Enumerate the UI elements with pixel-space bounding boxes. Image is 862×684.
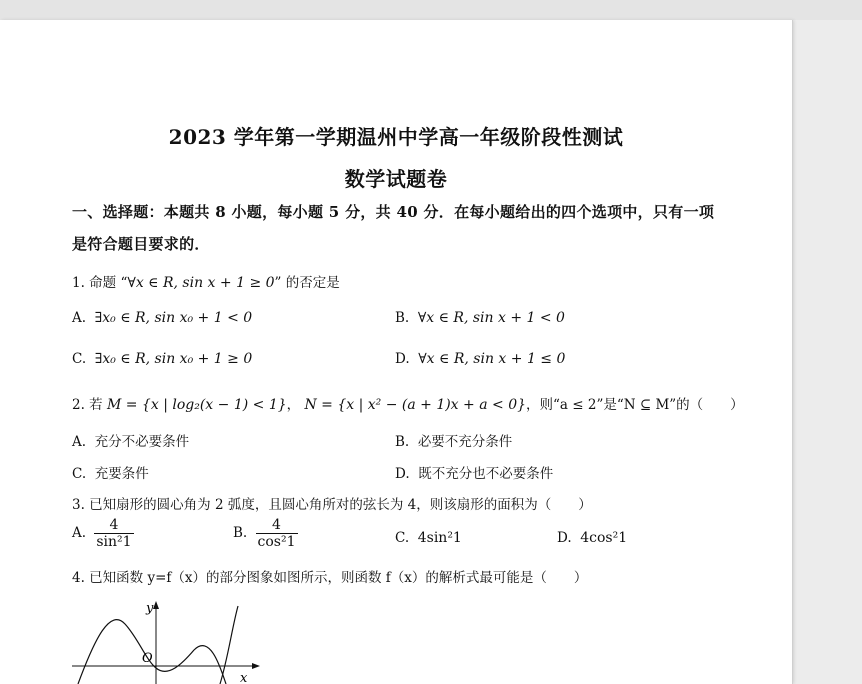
question-2 xyxy=(72,393,744,413)
fraction xyxy=(94,517,133,550)
x-axis-arrow xyxy=(252,663,260,669)
section-heading-line2: 是符合题目要求的． xyxy=(72,235,210,253)
fraction xyxy=(256,517,298,550)
option-label: D. xyxy=(395,351,410,367)
origin-label: O xyxy=(142,651,153,666)
option-label: A. xyxy=(72,434,87,450)
option-expression: ∃x₀ ∈ R, sin x₀ + 1 ≥ 0 xyxy=(94,351,253,367)
y-axis-arrow xyxy=(153,601,159,609)
question-1-tail: ” 的否定是 xyxy=(274,275,340,291)
viewer-background-gutter xyxy=(793,20,862,684)
option-label: C. xyxy=(72,466,87,482)
option-text: 必要不充分条件 xyxy=(417,434,513,450)
function-curve-right-branch xyxy=(220,606,238,684)
option-text: 既不充分也不必要条件 xyxy=(418,466,554,482)
question-1-proposition: ∀x ∈ R, sin x + 1 ≥ 0 xyxy=(127,275,275,291)
q1-option-a xyxy=(72,310,252,326)
q2-option-b xyxy=(395,430,512,450)
y-axis-label: y xyxy=(146,601,154,616)
option-expression: ∃x₀ ∈ R, sin x₀ + 1 < 0 xyxy=(94,310,253,326)
question-2-set-m: M = {x | log₂(x − 1) < 1} xyxy=(106,397,287,413)
option-label: D. xyxy=(395,466,410,482)
option-text: 充分不必要条件 xyxy=(94,434,190,450)
question-2-number: 2. 若 xyxy=(72,397,103,413)
q1-option-d xyxy=(395,351,565,367)
q3-option-a xyxy=(72,517,138,550)
fraction-numerator: 4 xyxy=(109,517,119,533)
page-subtitle: 数学试题卷 xyxy=(344,167,448,191)
option-expression: 4sin²1 xyxy=(417,530,462,546)
q1-option-b xyxy=(395,310,565,326)
option-label: A. xyxy=(72,525,87,541)
document-page xyxy=(0,20,792,684)
fraction-denominator: cos²1 xyxy=(257,534,296,550)
option-expression: ∀x ∈ R, sin x + 1 ≤ 0 xyxy=(418,351,566,367)
option-label: B. xyxy=(233,525,248,541)
option-label: B. xyxy=(395,310,410,326)
section-heading-line1: 一、选择题：本题共 8 小题，每小题 5 分，共 40 分．在每小题给出的四个选项中，只有一项 xyxy=(72,203,715,221)
option-label: A. xyxy=(72,310,87,326)
option-label: C. xyxy=(72,351,87,367)
x-axis-label: x xyxy=(240,671,248,684)
question-2-separator: ， xyxy=(286,397,301,413)
option-expression: ∀x ∈ R, sin x + 1 < 0 xyxy=(417,310,565,326)
option-expression: 4cos²1 xyxy=(580,530,628,546)
q3-option-b xyxy=(233,517,302,550)
question-4: 4. 已知函数 y=f（x）的部分图象如图所示，则函数 f（x）的解析式最可能是（ ） xyxy=(72,570,588,586)
q3-option-d xyxy=(557,530,627,546)
q2-option-a xyxy=(72,430,189,450)
fraction-denominator: sin²1 xyxy=(96,534,132,550)
question-1 xyxy=(72,271,340,291)
q2-option-c xyxy=(72,462,149,482)
question-3: 3. 已知扇形的圆心角为 2 弧度，且圆心角所对的弦长为 4，则该扇形的面积为（ ） xyxy=(72,497,592,513)
q1-option-c xyxy=(72,351,252,367)
q3-option-c xyxy=(395,530,462,546)
function-graph xyxy=(70,598,260,684)
option-label: B. xyxy=(395,434,410,450)
question-2-set-n: N = {x | x² − (a + 1)x + a < 0} xyxy=(304,397,527,413)
option-text: 充要条件 xyxy=(94,466,149,482)
fraction-numerator: 4 xyxy=(272,517,281,533)
option-label: D. xyxy=(557,530,572,546)
question-1-number: 1. 命题 “ xyxy=(72,275,128,291)
option-label: C. xyxy=(395,530,410,546)
q2-option-d xyxy=(395,462,553,482)
page-title: 2023 学年第一学期温州中学高一年级阶段性测试 xyxy=(168,125,624,149)
viewer-toolbar-strip xyxy=(0,0,862,20)
question-2-condition: ，则“a ≤ 2”是“N ⊆ M”的（ ） xyxy=(526,397,744,413)
